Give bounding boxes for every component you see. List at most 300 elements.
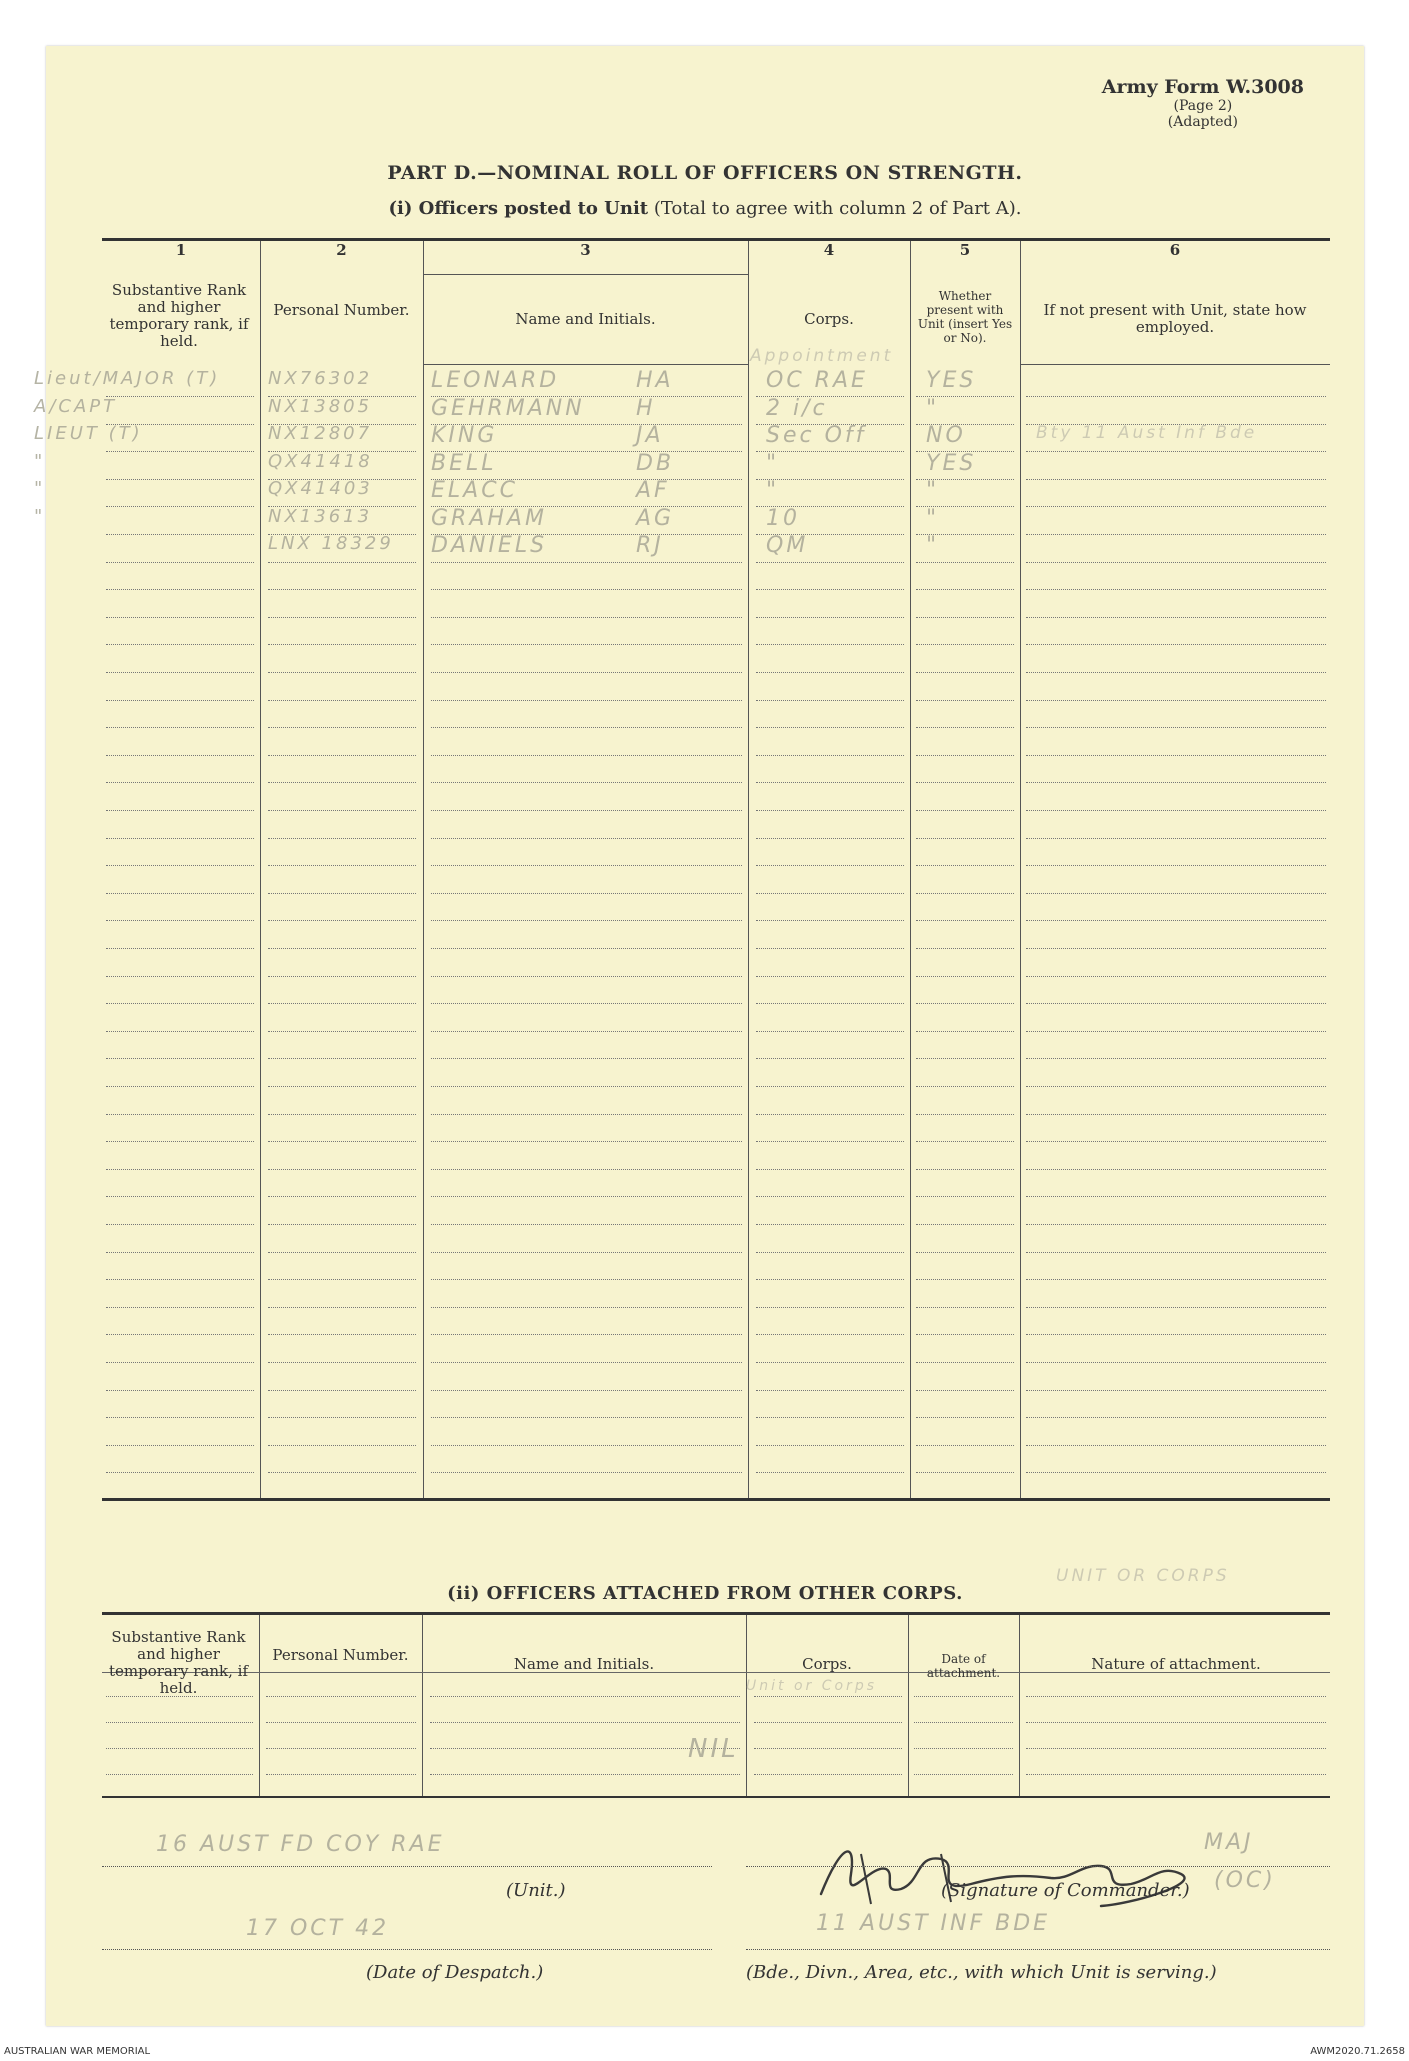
ruled-line [431, 865, 742, 866]
ruled-line [756, 920, 904, 921]
ruled-line [756, 589, 904, 590]
ruled-line [916, 672, 1014, 673]
cell-corps: 10 [766, 506, 800, 531]
ruled-line [916, 700, 1014, 701]
ruled-line [916, 589, 1014, 590]
table2-header-number: Personal Number. [272, 1646, 409, 1664]
ruled-line [268, 1362, 416, 1363]
ruled-line [268, 948, 416, 949]
ruled-line [916, 838, 1014, 839]
column-number-2: 2 [336, 241, 347, 259]
ruled-line [268, 1472, 416, 1473]
cell-corps: 2 i/c [766, 396, 828, 421]
ruled-line [106, 589, 254, 590]
credit-right: AWM2020.71.2658 [1310, 2046, 1405, 2057]
ruled-line [916, 1334, 1014, 1335]
part-title: PART D.—NOMINAL ROLL OF OFFICERS ON STRENGTH. [387, 162, 1023, 184]
ruled-line [916, 976, 1014, 977]
credit-left: AUSTRALIAN WAR MEMORIAL [4, 2046, 151, 2057]
table2-header-name: Name and Initials. [513, 1655, 655, 1673]
ruled-line [431, 700, 742, 701]
ruled-line [430, 1774, 740, 1775]
ruled-line [431, 1169, 742, 1170]
ruled-line [1026, 1390, 1326, 1391]
cell-present: YES [926, 451, 977, 476]
ruled-line [106, 976, 254, 977]
ruled-line [916, 1114, 1014, 1115]
ruled-line [756, 1252, 904, 1253]
ruled-line [431, 1417, 742, 1418]
ruled-line [1026, 1722, 1326, 1723]
cell-rank: " [34, 478, 46, 499]
ruled-line [106, 920, 254, 921]
ruled-line [1026, 589, 1326, 590]
cell-rank: " [34, 506, 46, 527]
ruled-line [106, 1169, 254, 1170]
cell-initials: HA [636, 368, 674, 393]
ruled-line [106, 1417, 254, 1418]
handwritten-nil-entry: NIL [688, 1734, 739, 1764]
ruled-line [106, 1334, 254, 1335]
ruled-line [916, 865, 1014, 866]
section1-title-bold: (i) Officers posted to Unit [388, 198, 649, 219]
ruled-line [268, 920, 416, 921]
ruled-line [266, 1748, 416, 1749]
ruled-line [916, 1169, 1014, 1170]
cell-number: NX13613 [268, 506, 373, 527]
handwritten-unit: 16 AUST FD COY RAE [156, 1832, 445, 1857]
ruled-line [756, 727, 904, 728]
cell-corps: OC RAE [766, 368, 868, 393]
ruled-line [431, 1086, 742, 1087]
cell-initials: AF [636, 478, 670, 503]
ruled-line [916, 920, 1014, 921]
ruled-line [756, 1417, 904, 1418]
ruled-line [431, 672, 742, 673]
ruled-line [1026, 479, 1326, 480]
ruled-line [756, 893, 904, 894]
ruled-line [268, 1334, 416, 1335]
ruled-line [431, 893, 742, 894]
ruled-line [431, 1252, 742, 1253]
table1-divider-5 [1020, 241, 1021, 1498]
ruled-line [268, 1003, 416, 1004]
ruled-line [1026, 1141, 1326, 1142]
cell-number: QX41403 [268, 478, 373, 499]
column-number-1: 1 [175, 241, 187, 259]
cell-name: KING [431, 423, 498, 448]
ruled-line [756, 810, 904, 811]
ruled-line [431, 1362, 742, 1363]
ruled-line [268, 644, 416, 645]
ruled-line [1026, 755, 1326, 756]
cell-initials: H [636, 396, 656, 421]
ruled-line [756, 1224, 904, 1225]
ruled-line [106, 1252, 254, 1253]
ruled-line [916, 1058, 1014, 1059]
ruled-line [431, 589, 742, 590]
cell-rank: LIEUT (T) [34, 423, 143, 444]
ruled-line [268, 1390, 416, 1391]
cell-number: LNX 18329 [268, 533, 394, 554]
ruled-line [431, 1307, 742, 1308]
table1-divider-4 [910, 241, 911, 1498]
ruled-line [916, 1390, 1014, 1391]
signature-line [746, 1866, 1330, 1867]
column-number-4: 4 [823, 241, 835, 259]
ruled-line [1026, 1031, 1326, 1032]
cell-name: LEONARD [431, 368, 560, 393]
ruled-line [756, 948, 904, 949]
ruled-line [756, 1086, 904, 1087]
ruled-line [756, 755, 904, 756]
ruled-line [1026, 948, 1326, 949]
ruled-line [1026, 1774, 1326, 1775]
ruled-line [106, 1141, 254, 1142]
ruled-line [268, 589, 416, 590]
table2-divider-5 [1019, 1615, 1020, 1796]
ruled-line [431, 782, 742, 783]
ruled-line [756, 1279, 904, 1280]
cell-present: " [926, 533, 940, 558]
table2-header-date: Date of attachment. [926, 1652, 1001, 1680]
cell-number: QX41418 [268, 451, 373, 472]
ruled-line [1026, 1696, 1326, 1697]
column-header-corps: Corps. [804, 310, 854, 328]
ruled-line [106, 865, 254, 866]
ruled-line [756, 1058, 904, 1059]
brigade-line [746, 1949, 1330, 1950]
ruled-line [431, 727, 742, 728]
column-number-6: 6 [1169, 241, 1181, 259]
ruled-line [431, 1003, 742, 1004]
ruled-line [914, 1722, 1013, 1723]
cell-name: GRAHAM [431, 506, 547, 531]
ruled-line [106, 948, 254, 949]
form-identifier [1102, 76, 1304, 130]
column-header-employed: If not present with Unit, state how employed. [1043, 301, 1307, 336]
ruled-line [916, 1086, 1014, 1087]
ruled-line [106, 782, 254, 783]
date-line [102, 1949, 712, 1950]
ruled-line [106, 700, 254, 701]
ruled-line [916, 1445, 1014, 1446]
cell-present: " [926, 396, 940, 421]
ruled-line [914, 1748, 1013, 1749]
cell-corps: Sec Off [766, 423, 867, 448]
ruled-line [431, 1390, 742, 1391]
ruled-line [106, 1279, 254, 1280]
ruled-line [756, 1390, 904, 1391]
ruled-line [268, 672, 416, 673]
section1-title [46, 198, 1364, 219]
ruled-line [756, 1031, 904, 1032]
ruled-line [756, 976, 904, 977]
table2-header-nature: Nature of attachment. [1091, 1655, 1261, 1673]
colnum-underline-3 [423, 274, 748, 275]
cell-corps: QM [766, 533, 809, 558]
ruled-line [268, 782, 416, 783]
ruled-line [268, 865, 416, 866]
ruled-line [268, 1279, 416, 1280]
column-number-5: 5 [959, 241, 971, 259]
ruled-line [1026, 644, 1326, 645]
header-underline-3 [423, 364, 748, 365]
ruled-line [268, 1169, 416, 1170]
ruled-line [916, 1031, 1014, 1032]
ruled-line [106, 1774, 253, 1775]
column-header-number: Personal Number. [273, 301, 410, 319]
ruled-line [431, 1445, 742, 1446]
ruled-line [1026, 1362, 1326, 1363]
ruled-line [106, 1445, 254, 1446]
table2-divider-3 [746, 1615, 747, 1796]
ruled-line [754, 1748, 902, 1749]
brigade-label: (Bde., Divn., Area, etc., with which Unit is serving.) [746, 1962, 1217, 1983]
form-page: (Page 2) [1173, 98, 1233, 114]
ruled-line [431, 1196, 742, 1197]
ruled-line [268, 1058, 416, 1059]
ruled-line [756, 1307, 904, 1308]
unit-line [102, 1866, 712, 1867]
ruled-line [268, 1141, 416, 1142]
unit-label: (Unit.) [506, 1880, 566, 1901]
ruled-line [268, 727, 416, 728]
ruled-line [431, 838, 742, 839]
ruled-line [106, 672, 254, 673]
ruled-line [268, 810, 416, 811]
ruled-line [754, 1696, 902, 1697]
cell-present: " [926, 506, 940, 531]
cell-number: NX76302 [268, 368, 373, 389]
ruled-line [266, 1696, 416, 1697]
form-sheet [34, 46, 1364, 2026]
table2-divider-2 [422, 1615, 423, 1796]
ruled-line [431, 1472, 742, 1473]
ruled-line [268, 1196, 416, 1197]
column-number-3: 3 [580, 241, 591, 259]
ruled-line [1026, 1169, 1326, 1170]
table2-bottom-rule [102, 1796, 1330, 1798]
ruled-line [268, 1114, 416, 1115]
ruled-line [756, 617, 904, 618]
ruled-line [916, 1252, 1014, 1253]
ruled-line [106, 1196, 254, 1197]
ruled-line [106, 534, 254, 535]
ruled-line [1026, 1224, 1326, 1225]
form-note: (Adapted) [1167, 114, 1238, 130]
ruled-line [430, 1696, 740, 1697]
ruled-line [756, 1334, 904, 1335]
ruled-line [1026, 700, 1326, 701]
ruled-line [106, 1390, 254, 1391]
handwritten-date: 17 OCT 42 [246, 1916, 390, 1941]
ruled-line [106, 1472, 254, 1473]
cell-name: GEHRMANN [431, 396, 585, 421]
ruled-line [756, 1445, 904, 1446]
cell-initials: RJ [636, 533, 664, 558]
ruled-line [916, 1362, 1014, 1363]
ruled-line [916, 1472, 1014, 1473]
ruled-line [1026, 1748, 1326, 1749]
ruled-line [431, 1031, 742, 1032]
header-underline-6 [1020, 364, 1330, 365]
ruled-line [106, 727, 254, 728]
ruled-line [1026, 1114, 1326, 1115]
ruled-line [756, 562, 904, 563]
ruled-line [756, 1169, 904, 1170]
ruled-line [268, 755, 416, 756]
ruled-line [916, 1196, 1014, 1197]
ruled-line [916, 644, 1014, 645]
ruled-line [268, 1445, 416, 1446]
ruled-line [1026, 1445, 1326, 1446]
ruled-line [1026, 672, 1326, 673]
ruled-line [1026, 920, 1326, 921]
ruled-line [268, 1417, 416, 1418]
ruled-line [106, 755, 254, 756]
ruled-line [106, 1696, 253, 1697]
column-header-rank: Substantive Rank and higher temporary rank, if held. [109, 281, 249, 350]
table2-header-rank: Substantive Rank and higher temporary rank, if held. [108, 1628, 249, 1697]
ruled-line [106, 1003, 254, 1004]
table2-divider-4 [908, 1615, 909, 1796]
handwritten-corps-note: Unit or Corps [746, 1678, 877, 1694]
ruled-line [106, 1031, 254, 1032]
ruled-line [756, 700, 904, 701]
ruled-line [754, 1722, 902, 1723]
ruled-line [756, 782, 904, 783]
cell-rank: Lieut/MAJOR (T) [34, 368, 221, 389]
ruled-line [431, 1224, 742, 1225]
ruled-line [431, 562, 742, 563]
handwritten-signature-rank: MAJ [1204, 1830, 1254, 1855]
ruled-line [916, 1003, 1014, 1004]
cell-name: ELACC [431, 478, 518, 503]
cell-present: YES [926, 368, 977, 393]
section1-title-rest: (Total to agree with column 2 of Part A). [648, 198, 1022, 219]
ruled-line [916, 948, 1014, 949]
ruled-line [916, 617, 1014, 618]
cell-name: BELL [431, 451, 497, 476]
cell-present: NO [926, 423, 966, 448]
handwritten-signature-title: (OC) [1214, 1868, 1276, 1893]
ruled-line [756, 1141, 904, 1142]
handwritten-appointment-note: Appointment [750, 346, 894, 366]
ruled-line [268, 1252, 416, 1253]
ruled-line [431, 810, 742, 811]
ruled-line [1026, 451, 1326, 452]
ruled-line [268, 976, 416, 977]
ruled-line [106, 451, 254, 452]
ruled-line [430, 1722, 740, 1723]
ruled-line [916, 1224, 1014, 1225]
ruled-line [756, 838, 904, 839]
ruled-line [1026, 1252, 1326, 1253]
ruled-line [1026, 1086, 1326, 1087]
ruled-line [106, 617, 254, 618]
column-header-name: Name and Initials. [515, 310, 656, 328]
ruled-line [756, 644, 904, 645]
ruled-line [916, 893, 1014, 894]
ruled-line [756, 1003, 904, 1004]
ruled-line [431, 1114, 742, 1115]
ruled-line [1026, 1279, 1326, 1280]
ruled-line [268, 1086, 416, 1087]
cell-number: NX12807 [268, 423, 373, 444]
ruled-line [106, 479, 254, 480]
ruled-line [106, 644, 254, 645]
ruled-line [106, 562, 254, 563]
ruled-line [756, 1472, 904, 1473]
ruled-line [1026, 865, 1326, 866]
ruled-line [1026, 838, 1326, 839]
ruled-line [106, 838, 254, 839]
ruled-line [916, 1141, 1014, 1142]
ruled-line [106, 810, 254, 811]
cell-present: " [926, 478, 940, 503]
ruled-line [914, 1696, 1013, 1697]
ruled-line [431, 1334, 742, 1335]
table2-divider-1 [259, 1615, 260, 1796]
table2-header-corps: Corps. [802, 1655, 852, 1673]
ruled-line [431, 644, 742, 645]
ruled-line [916, 1307, 1014, 1308]
cell-employed: Bty 11 Aust Inf Bde [1036, 423, 1258, 443]
ruled-line [106, 506, 254, 507]
ruled-line [1026, 782, 1326, 783]
ruled-line [1026, 396, 1326, 397]
handwritten-unit-or-corps-note: UNIT OR CORPS [1056, 1566, 1230, 1586]
ruled-line [106, 1362, 254, 1363]
ruled-line [431, 1279, 742, 1280]
ruled-line [1026, 1058, 1326, 1059]
ruled-line [268, 562, 416, 563]
ruled-line [431, 755, 742, 756]
cell-initials: JA [636, 423, 664, 448]
ruled-line [1026, 1472, 1326, 1473]
handwritten-brigade: 11 AUST INF BDE [816, 1911, 1051, 1936]
ruled-line [756, 672, 904, 673]
signature-label: (Signature of Commander.) [941, 1880, 1190, 1901]
ruled-line [431, 1058, 742, 1059]
cell-name: DANIELS [431, 533, 548, 558]
ruled-line [1026, 1334, 1326, 1335]
ruled-line [1026, 617, 1326, 618]
ruled-line [1026, 562, 1326, 563]
ruled-line [916, 782, 1014, 783]
ruled-line [106, 893, 254, 894]
ruled-line [916, 1279, 1014, 1280]
ruled-line [916, 810, 1014, 811]
ruled-line [431, 976, 742, 977]
ruled-line [1026, 976, 1326, 977]
ruled-line [1026, 534, 1326, 535]
cell-number: NX13805 [268, 396, 373, 417]
ruled-line [1026, 727, 1326, 728]
ruled-line [266, 1774, 416, 1775]
ruled-line [106, 1748, 253, 1749]
ruled-line [268, 838, 416, 839]
ruled-line [1026, 1417, 1326, 1418]
ruled-line [1026, 893, 1326, 894]
ruled-line [268, 1224, 416, 1225]
ruled-line [916, 755, 1014, 756]
ruled-line [914, 1774, 1013, 1775]
ruled-line [756, 1114, 904, 1115]
ruled-line [756, 865, 904, 866]
ruled-line [106, 1086, 254, 1087]
